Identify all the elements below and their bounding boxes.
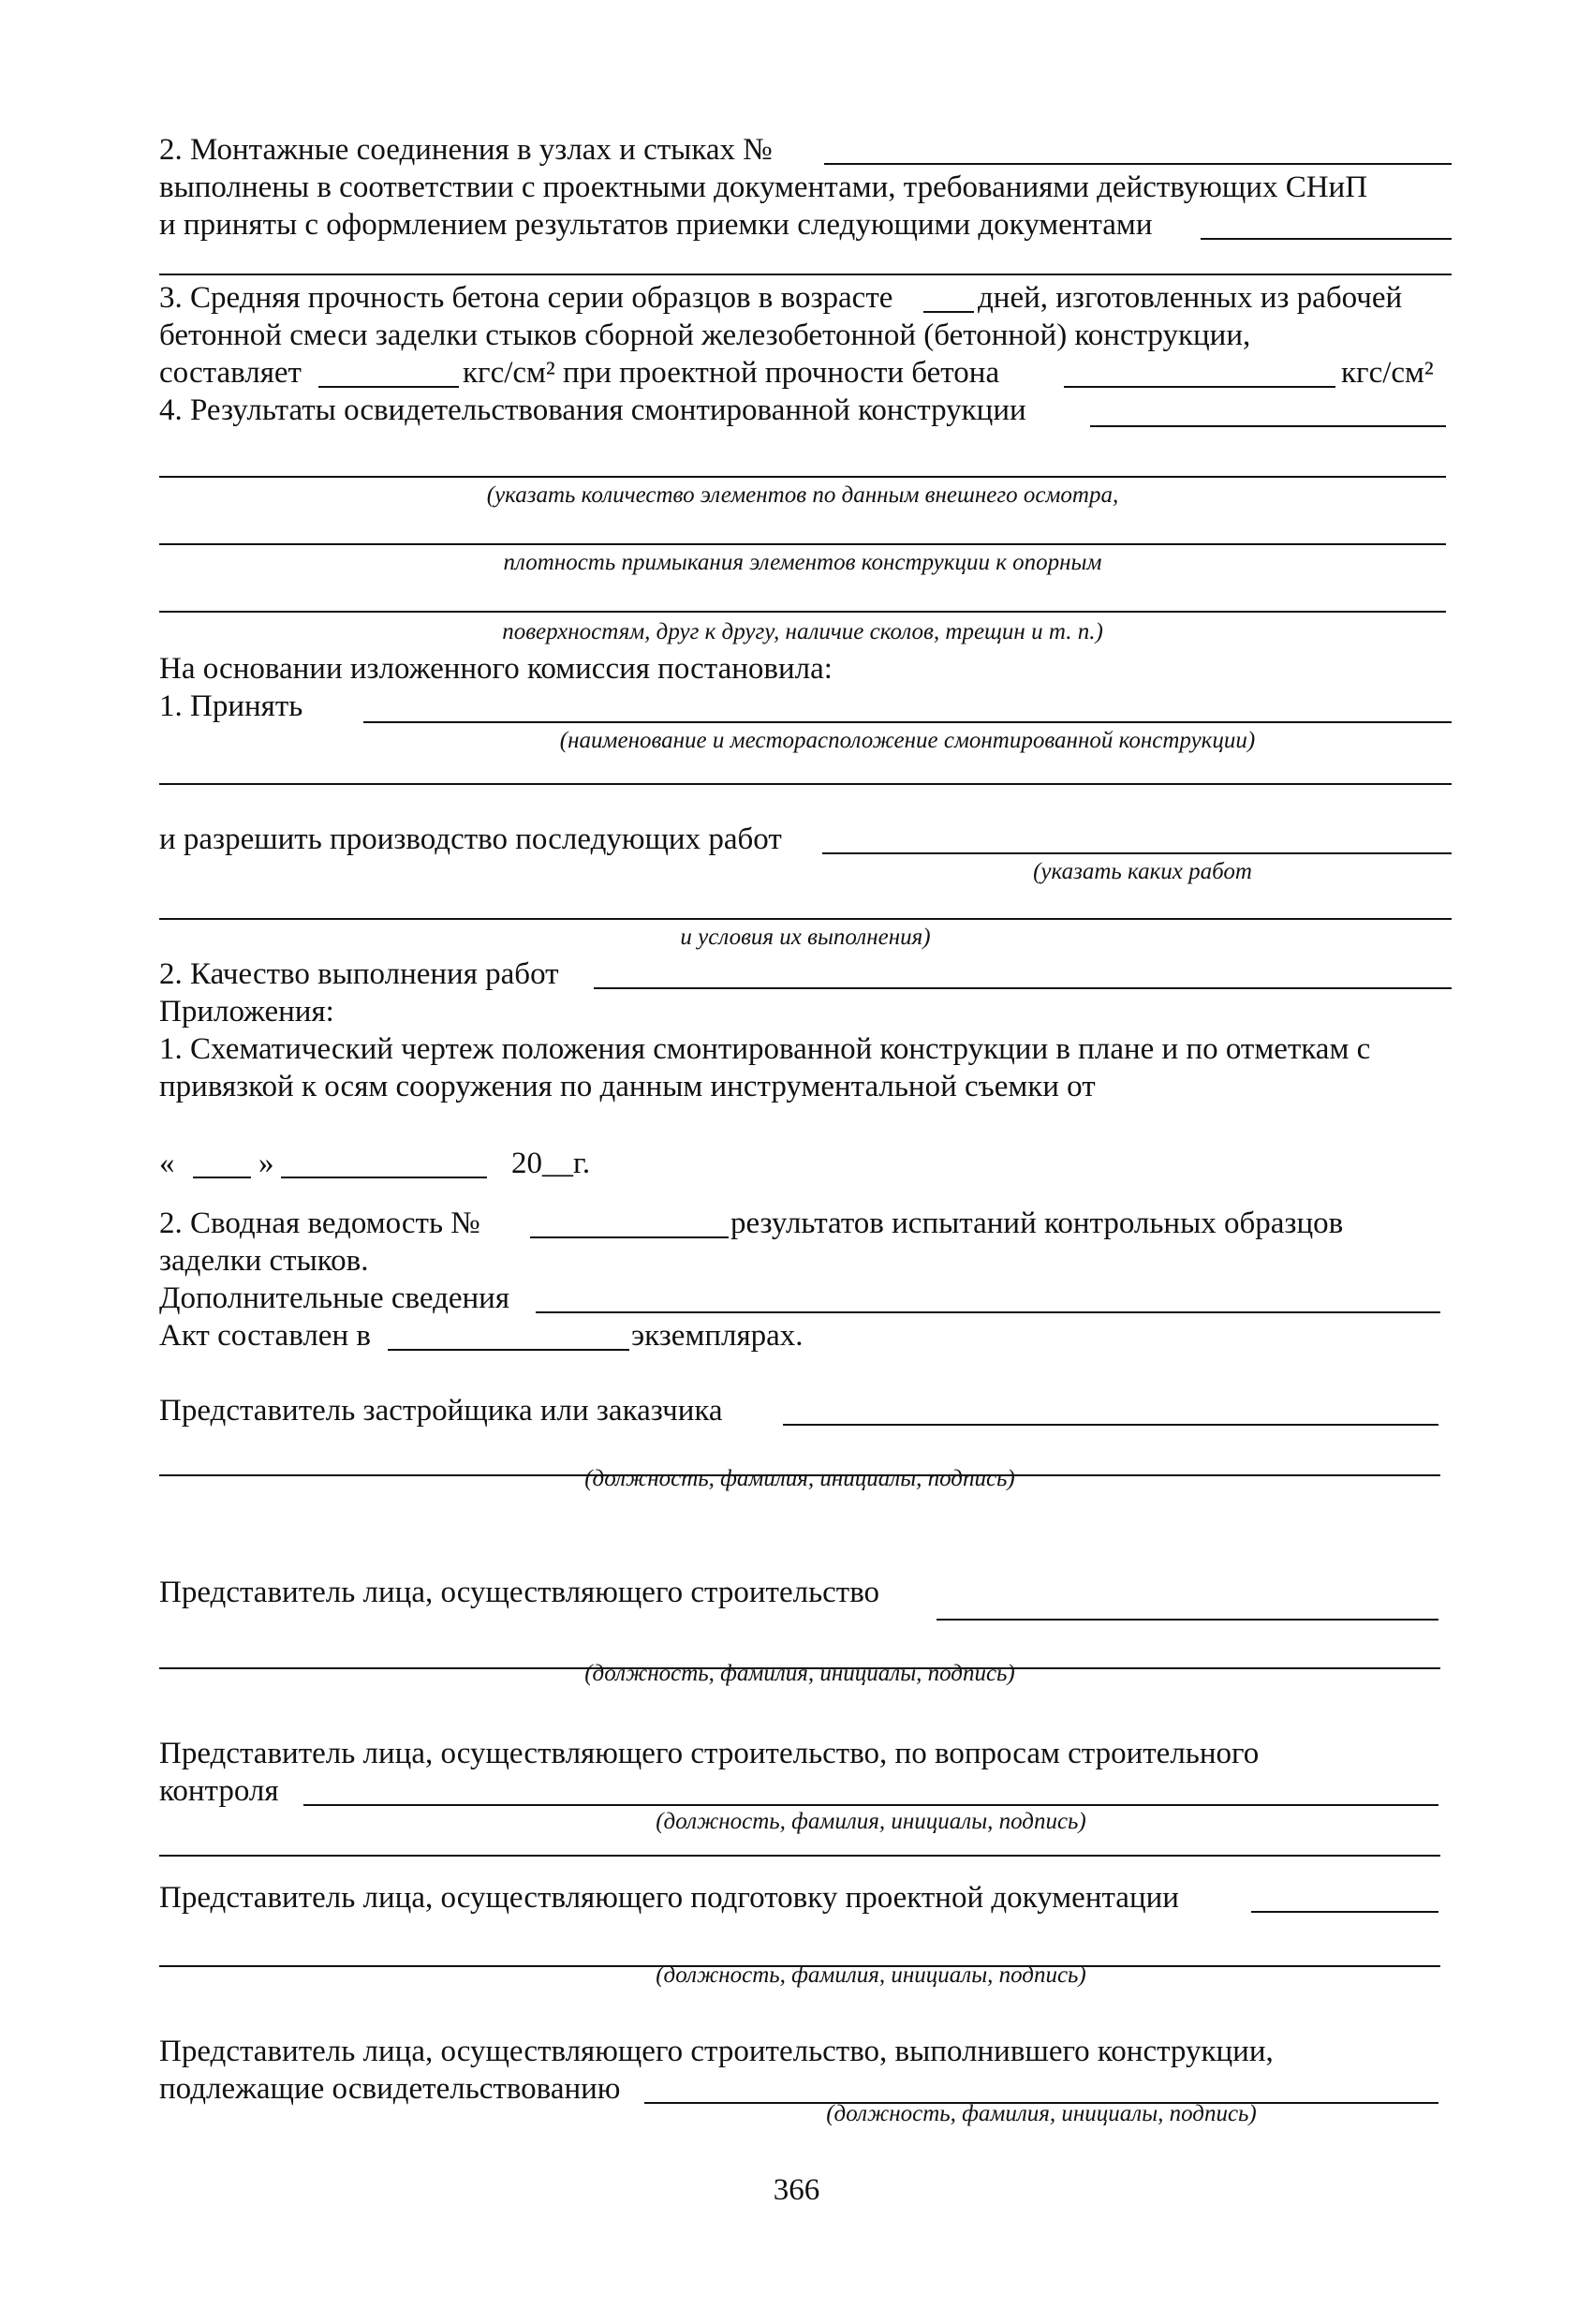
accept-line-1[interactable] xyxy=(363,721,1452,723)
section3-line2: бетонной смеси заделки стыков сборной железобетонной (бетонной) конструкции, xyxy=(159,318,1251,352)
date-open-quote: « xyxy=(159,1147,175,1180)
attachments-additional: Дополнительные сведения xyxy=(159,1281,510,1315)
rep3-caption: (должность, фамилия, инициалы, подпись) xyxy=(656,1809,1086,1834)
joint-number-line[interactable] xyxy=(824,163,1452,165)
attachments-item1-line2: привязкой к осям сооружения по данным инструментальной съемки от xyxy=(159,1070,1096,1103)
section3-line3a: составляет xyxy=(159,356,302,390)
rep5-label-line1: Представитель лица, осуществляющего строительство, выполнившего конструкции, xyxy=(159,2035,1274,2068)
decision-accept-caption: (наименование и месторасположение смонтированной конструкции) xyxy=(559,728,1256,753)
section2-line2: выполнены в соответствии с проектными документами, требованиями действующих СНиП xyxy=(159,170,1368,204)
rep3-label-line1: Представитель лица, осуществляющего строительство, по вопросам строительного xyxy=(159,1737,1260,1770)
date-year: 20__г. xyxy=(511,1147,591,1180)
decision-permit-caption1: (указать каких работ xyxy=(1033,859,1252,884)
rep3-line[interactable] xyxy=(303,1804,1438,1806)
strength-value-line[interactable] xyxy=(318,386,459,388)
rep3-label-line2: контроля xyxy=(159,1774,279,1808)
rep4-line[interactable] xyxy=(1251,1911,1438,1913)
section2-line1: 2. Монтажные соединения в узлах и стыках № xyxy=(159,133,773,167)
section3-line3b: кгс/см² при проектной прочности бетона xyxy=(463,356,1000,390)
date-day-line[interactable] xyxy=(193,1177,251,1178)
documents-line-2[interactable] xyxy=(159,274,1452,275)
decision-permit-caption2: и условия их выполнения) xyxy=(680,925,931,950)
age-days-line[interactable] xyxy=(923,311,974,313)
copies-count-line[interactable] xyxy=(388,1349,629,1351)
results-line-3[interactable] xyxy=(159,543,1446,545)
additional-info-line[interactable] xyxy=(536,1311,1440,1313)
rep3-signature-line[interactable] xyxy=(159,1855,1440,1857)
rep5-label-line2: подлежащие освидетельствованию xyxy=(159,2072,621,2106)
section2-line3: и приняты с оформлением результатов приемки следующими документами xyxy=(159,208,1153,242)
rep2-label: Представитель лица, осуществляющего строительство xyxy=(159,1576,880,1609)
date-close-quote: » xyxy=(258,1147,274,1180)
attachments-heading: Приложения: xyxy=(159,995,334,1029)
permit-line-1[interactable] xyxy=(822,852,1452,854)
rep4-caption: (должность, фамилия, инициалы, подпись) xyxy=(656,1962,1086,1988)
section4-caption1: (указать количество элементов по данным внешнего осмотра, xyxy=(486,482,1119,508)
design-strength-line[interactable] xyxy=(1064,386,1335,388)
rep5-caption: (должность, фамилия, инициалы, подпись) xyxy=(826,2101,1257,2126)
decision-permit: и разрешить производство последующих работ xyxy=(159,822,782,856)
decision-quality: 2. Качество выполнения работ xyxy=(159,957,559,991)
rep4-label: Представитель лица, осуществляющего подготовку проектной документации xyxy=(159,1881,1179,1915)
results-line-2[interactable] xyxy=(159,476,1446,478)
date-month-line[interactable] xyxy=(281,1177,487,1178)
section3-line1b: дней, изготовленных из рабочей xyxy=(978,281,1403,315)
results-line-4[interactable] xyxy=(159,611,1446,613)
attachments-copies-a: Акт составлен в xyxy=(159,1319,371,1353)
decision-accept: 1. Принять xyxy=(159,689,303,723)
results-line-1[interactable] xyxy=(1090,425,1446,427)
page-number: 366 xyxy=(773,2173,820,2207)
section4-line1: 4. Результаты освидетельствования смонтированной конструкции xyxy=(159,393,1026,427)
statement-number-line[interactable] xyxy=(530,1236,729,1238)
attachments-item1-line1: 1. Схематический чертеж положения смонтированной конструкции в плане и по отметкам с xyxy=(159,1032,1371,1066)
rep1-caption: (должность, фамилия, инициалы, подпись) xyxy=(584,1466,1015,1491)
permit-line-2[interactable] xyxy=(159,918,1452,920)
attachments-item2-line2: заделки стыков. xyxy=(159,1244,369,1278)
documents-line-1[interactable] xyxy=(1201,238,1452,240)
section4-caption3: поверхностям, друг к другу, наличие сколов, трещин и т. п.) xyxy=(502,619,1103,644)
section3-line1a: 3. Средняя прочность бетона серии образцов в возрасте xyxy=(159,281,893,315)
quality-line[interactable] xyxy=(594,987,1452,989)
decision-heading: На основании изложенного комиссия постановила: xyxy=(159,652,833,686)
rep1-label: Представитель застройщика или заказчика xyxy=(159,1394,723,1428)
rep2-caption: (должность, фамилия, инициалы, подпись) xyxy=(584,1661,1015,1686)
attachments-copies-b: экземплярах. xyxy=(631,1319,804,1353)
attachments-item2-b: результатов испытаний контрольных образцов xyxy=(730,1206,1344,1240)
rep1-line[interactable] xyxy=(783,1424,1438,1426)
attachments-item2-a: 2. Сводная ведомость № xyxy=(159,1206,480,1240)
section4-caption2: плотность примыкания элементов конструкции к опорным xyxy=(503,550,1102,575)
section3-line3c: кгс/см² xyxy=(1341,356,1434,390)
accept-line-2[interactable] xyxy=(159,783,1452,785)
rep2-line[interactable] xyxy=(937,1619,1438,1621)
